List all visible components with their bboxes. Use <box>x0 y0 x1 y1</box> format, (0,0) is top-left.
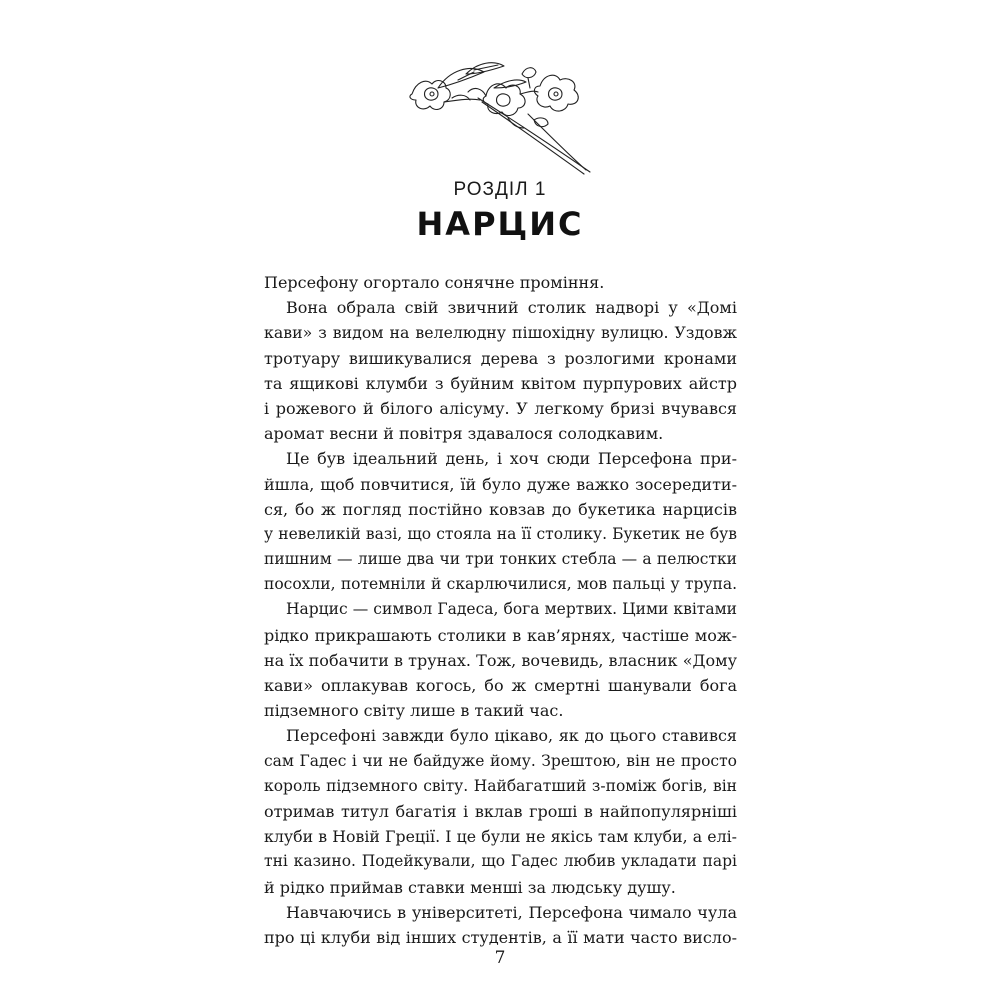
text-line: Вона обрала свій звичний столик надворі у «Домі <box>286 298 737 318</box>
text-line: у невеликій вазі, що стояла на її столику. Букетик не був <box>264 524 737 543</box>
text-line: Це був ідеальний день, і хоч сюди Персефона при- <box>286 449 737 469</box>
text-line: на їх побачити в трунах. Тож, вочевидь, власник «Дому <box>264 650 737 670</box>
chapter-label: РОЗДІЛ 1 <box>453 179 547 200</box>
body-text <box>264 270 737 950</box>
text-line: отримав титул багатія і вклав гроші в найпопулярніші <box>264 801 737 821</box>
text-line: й рідко приймав ставки менші за людську душу. <box>264 877 676 897</box>
daffodil-bouquet-icon <box>408 58 596 176</box>
text-line: і рожевого й білого алісуму. У легкому бризі вчувався <box>264 398 737 418</box>
text-line: кави» оплакував когось, бо ж смертні шанували бога <box>264 676 737 695</box>
text-line: підземного світу лише в такий час. <box>264 701 564 721</box>
text-line: про ці клуби від інших студентів, а її мати часто висло- <box>264 927 737 947</box>
text-line: сам Гадес і чи не байдуже йому. Зрештою, він не просто <box>264 751 737 770</box>
text-line: посохли, потемніли й скарлючилися, мов пальці у трупа. <box>264 575 737 594</box>
text-line: та ящикові клумби з буйним квітом пурпурових айстр <box>264 373 737 393</box>
text-line: Нарцис — символ Гадеса, бога мертвих. Цими квітами <box>286 600 737 619</box>
text-line: клуби в Новій Греції. І це були не якісь там клуби, а елі- <box>264 827 737 847</box>
text-line: Персефону огортало сонячне проміння. <box>264 273 605 292</box>
chapter-title: НАРЦИС <box>416 205 584 243</box>
text-line: тні казино. Подейкували, що Гадес любив укладати парі <box>264 852 737 871</box>
text-line: тротуару вишикувалися дерева з розлогими кронами <box>264 348 737 368</box>
text-line: аромат весни й повітря здавалося солодкавим. <box>264 424 664 444</box>
text-line: рідко прикрашають столики в кав’ярнях, частіше мож- <box>264 625 737 645</box>
text-line: йшла, щоб повчитися, їй було дуже важко зосередити- <box>264 474 737 494</box>
page-number: 7 <box>494 948 506 968</box>
text-line: король підземного світу. Найбагатший з-поміж богів, він <box>264 776 737 795</box>
text-line: пишним — лише два чи три тонких стебла — а пелюстки <box>264 550 737 569</box>
text-line: Навчаючись в університеті, Персефона чимало чула <box>286 902 737 922</box>
text-line: Персефоні завжди було цікаво, як до цього ставився <box>286 726 737 746</box>
text-line: ся, бо ж погляд постійно ковзав до букетика нарцисів <box>264 499 737 519</box>
text-line: кави» з видом на велелюдну пішохідну вулицю. Уздовж <box>264 323 737 343</box>
